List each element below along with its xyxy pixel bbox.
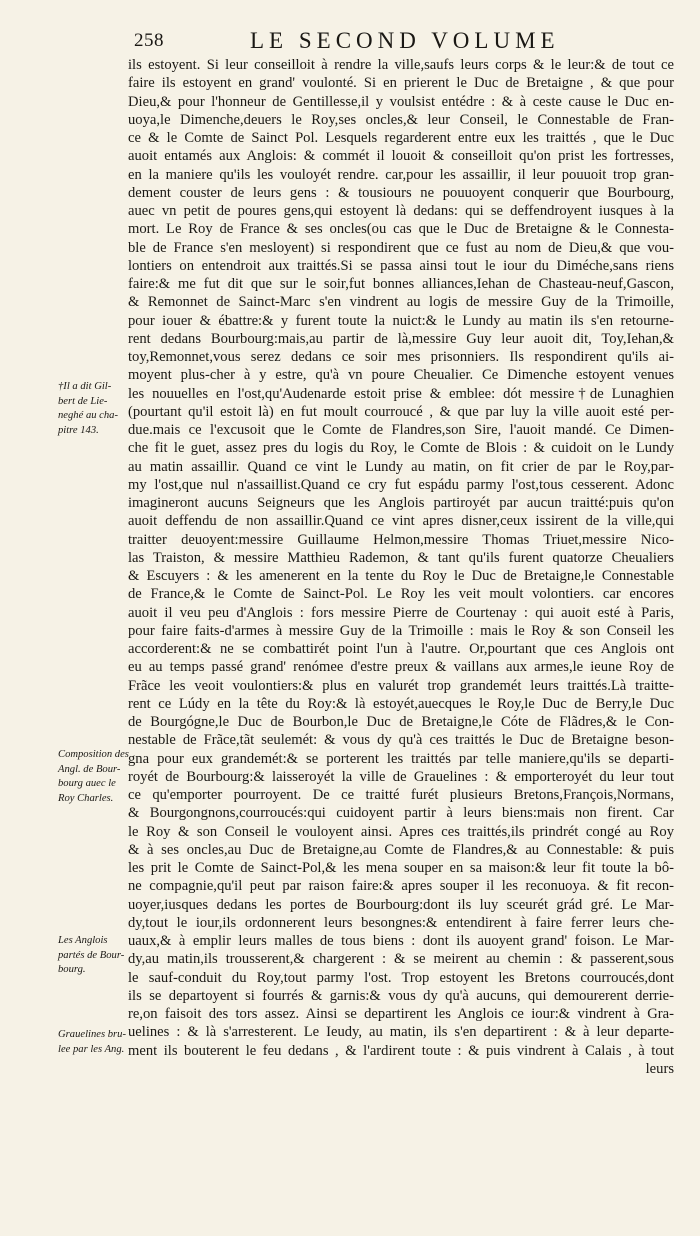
text-line: lontiers on entendroit aux traittés.Si se passa ainsi tout le iour du Diméche,sans riens <box>128 257 674 274</box>
body-text <box>128 56 674 1078</box>
text-line: gna pour eux grandemét:& se porterent les traittés par telle maniere,qu'ils se departi- <box>128 750 674 767</box>
text-line: toy,Remonnet,vous serez dedans ce soir mes prisonniers. Ils respondirent qu'ils ai- <box>128 349 674 365</box>
text-line: auoit il veu peu d'Anglois : fors messire Pierre de Courtenay : qui auoit esté à Paris, <box>128 604 674 621</box>
text-line: uoya,le Dimenche,deuers le Roy,ses oncles,& leur Conseil, le Connestable de Fran- <box>128 111 674 128</box>
text-line: (pourtant qu'il estoit là) en fut moult courroucé , & que par luy la ville auoit esté per- <box>128 403 674 420</box>
margin-note-line: Les Anglois <box>58 935 108 946</box>
running-head: LE SECOND VOLUME <box>250 28 560 53</box>
margin-note-line: Composition des <box>58 749 129 760</box>
text-line: dement couster de leurs gens : & tousiours ne pouuoyent conquerir que Bourbourg, <box>128 184 674 201</box>
text-line: au matin assaillir. Quand ce vint le Lundy au matin, on fit crier de par le Roy,par- <box>128 458 674 475</box>
text-line: & Bourgongnons,courroucés:qui cuidoyent partir à leurs biens:mais non firent. Car <box>128 805 674 822</box>
text-line: dy,tout le iour,ils ordonnerent leurs besongnes:& entendirent à faire ferrer leurs che- <box>128 914 674 931</box>
margin-note-line: neghé au cha- <box>58 410 119 421</box>
margin-note-line: Roy Charles. <box>58 792 114 804</box>
text-line: leurs <box>645 1060 674 1077</box>
text-line: ment ils bouterent le feu dedans , & l'ardirent toute : & puis vindrent à Calais , à tout <box>128 1042 674 1059</box>
margin-note-grauelines <box>58 1028 128 1057</box>
text-line: ils estoyent. Si leur conseilloit à rendre la ville,saufs leurs corps & le leur:& de tout ce <box>128 57 674 73</box>
text-line: my l'ost,que nul n'assaillist.Quand ce cry fut espádu parmy l'ost,tous cesserent. Adonc <box>128 476 674 493</box>
text-line: re,on faisoit des tors assez. Ainsi se departirent les Anglois ce iour:& vindrent à Gra- <box>128 1006 674 1022</box>
text-line: accorderent:& ne se combattirét point l'un à l'autre. Or,pourtant que ces Anglois ont <box>128 641 674 657</box>
text-line: faire:& me fut dit que sur le soir,fut bonnes alliances,Iehan de Chasteau-neuf,Gascon, <box>128 276 674 292</box>
text-line: en la maniere qu'ils les vouloyét rendre. car,pour les assaillir, il leur pouuoit trop gran- <box>128 166 674 183</box>
text-line: ce & le Comte de Sainct Pol. Lesquels regarderent entre eux les traittés , que le Duc <box>128 130 674 146</box>
text-line: & à ses oncles,au Duc de Bretaigne,au Comte de Flandres,& au Connestable: & puis <box>128 841 674 858</box>
text-line: moyent plus-cher à y estre, qu'à vn poure Cheualier. Ce Dimenche estoyent venues <box>128 367 674 384</box>
text-line: nestable de Frãce,tãt seulemét: & vous dy qu'à ces traittés le Duc de Bretaigne beson- <box>128 732 674 749</box>
text-line: & Escuyers : & les amenerent en la tente du Roy le Duc de Bretaigne,le Connestable <box>128 568 674 584</box>
margin-note-line: bourg auec le <box>58 778 116 789</box>
text-line: de Bourgógne,le Duc de Bourbon,le Duc de Bretaigne,le Cóte de Flãdres,& le Con- <box>128 714 674 730</box>
margin-note-line: lee par les Ang. <box>58 1043 125 1055</box>
text-line: dy,au matin,ils trousserent,& chargerent : & se meirent au chemin : & passerent,sous <box>128 951 674 968</box>
margin-note-line: pitre 143. <box>58 424 99 436</box>
text-line: imagineront aucuns Seigneurs que les Anglois partiroyét par aucun traitté:puis qu'on <box>128 495 674 511</box>
text-line: de France,& le Comte de Sainct-Pol. Le Roy les veit moult volontiers. car encores <box>128 586 674 603</box>
text-line: che fit le guet, assez pres du logis du Roy, le Comte de Blois : & cuidoit on le Lundy <box>128 440 674 457</box>
text-line: ce qu'emporter pourroyent. De ce traitté furét plusieurs Bretons,François,Normans, <box>128 787 674 803</box>
text-line: las Traiston, & messire Matthieu Rademon, & tant qu'ils furent quatorze Cheualiers <box>128 549 674 566</box>
margin-note-composition <box>58 748 128 806</box>
text-line: auec vn petit de poures gens,qui estoyent là dedans: qui se deffendroyent iusques à la <box>128 203 674 219</box>
margin-note-line: Angl. de Bour- <box>58 763 121 775</box>
text-line: uoyer,iusques dedans les portes de Bourbourg:dont ils luy sceurét grád gré. Le Mar- <box>128 896 674 913</box>
text-line: les prit le Comte de Sainct-Pol,& les mena souper en sa maison:& leur fit toute la bô- <box>128 860 674 876</box>
margin-note-line: Grauelines bru- <box>58 1029 126 1040</box>
text-line: le sauf-conduit du Roy,tout parmy l'ost. Trop estoyent les Bretons courroucés,dont <box>128 969 674 986</box>
text-line: faire ils estoyent en grand' voulonté. Si en prierent le Duc de Bretaigne , & que pour <box>128 75 674 92</box>
text-line: Dieu,& pour l'honneur de Gentillesse,il y voulsist entédre : & à ceste cause le Duc en- <box>128 93 674 110</box>
text-line: mort. Le Roy de France & ses oncles(ou cas que le Duc de Bretaigne & le Connesta- <box>128 221 674 238</box>
page-number: 258 <box>134 30 164 51</box>
margin-note-line: bert de Lie- <box>58 395 108 407</box>
text-line: eu au temps passé grand' renómee d'estre preux & vaillans aux armes,le ieune Roy de <box>128 659 674 676</box>
text-line: les nouuelles en l'ost,qu'Audenarde estoit prise & emblee: dót messire†de Lunaghien <box>128 385 674 402</box>
text-line: rent ce Lúdy en la tête du Roy:& là estoyét,auecques le Roy,le Duc de Berry,le Duc <box>128 695 674 712</box>
text-line: pour iouer & ébattre:& y furent toute la nuict:& le Lundy au matin ils s'en retourne- <box>128 312 674 329</box>
margin-note-depart <box>58 934 128 978</box>
text-line: ne compagnie,qu'il peut par raison faire:& apres souper il les reconuoya. & fit recon- <box>128 878 674 895</box>
text-line: ble de France s'en mesloyent) si respondirent que ce fust au nom de Dieu,& que vou- <box>128 239 674 256</box>
text-line: uaux,& à emplir leurs malles de tous biens : dont ils auoyent grand' foison. Le Mar- <box>128 933 674 949</box>
text-line: & Remonnet de Sainct-Marc s'en vindrent au logis de messire Guy de la Trimoille, <box>128 294 674 311</box>
text-line: auoit entamés aux Anglois: & commét il louoit & conseilloit qu'on prist les fortresses, <box>128 148 674 165</box>
text-line: Frãce les veoit voulontiers:& plus en valurét trop grandemét leurs traittés.Là traitte- <box>128 677 674 694</box>
text-line: uelines : & là s'arresterent. Le Ieudy, au matin, ils s'en departirent : & à leur departe- <box>128 1024 674 1041</box>
text-line: rent dedans Bourbourg:mais,au partir de là,messire Guy leur auoit dit, Toy,Iehan,& <box>128 330 674 347</box>
text-line: ils se departoyent si fourrés & garnis:& vous dy qu'à aucuns, qui demourerent derrie- <box>128 987 674 1004</box>
text-line: royét de Bourbourg:& laisseroyét la ville de Grauelines : & emporteroyét du leur tout <box>128 768 674 785</box>
margin-note-line: bourg. <box>58 964 86 975</box>
margin-note-line: †Il a dit Gil- <box>58 381 112 392</box>
margin-note-line: partés de Bour- <box>58 949 125 961</box>
text-line: due.mais ce l'excusoit que le Comte de Flandres,son Sire, l'auoit mandé. Ce Dimen- <box>128 422 674 438</box>
margin-note-lieneghe <box>58 380 128 438</box>
text-line: le Roy & son Conseil le vouloyent ainsi. Apres ces traittés,ils prindrét congé au Roy <box>128 823 674 840</box>
text-line: pour faire faits-d'armes à messire Guy de la Trimoille : mais le Roy & son Conseil les <box>128 622 674 639</box>
text-line: auoit deffendu de non assaillir.Quand ce vint apres disner,ceux issirent de la ville,qui <box>128 513 674 530</box>
text-line: traitter deuoyent:messire Guillaume Helmon,messire Thomas Triuet,messire Nico- <box>128 531 674 548</box>
